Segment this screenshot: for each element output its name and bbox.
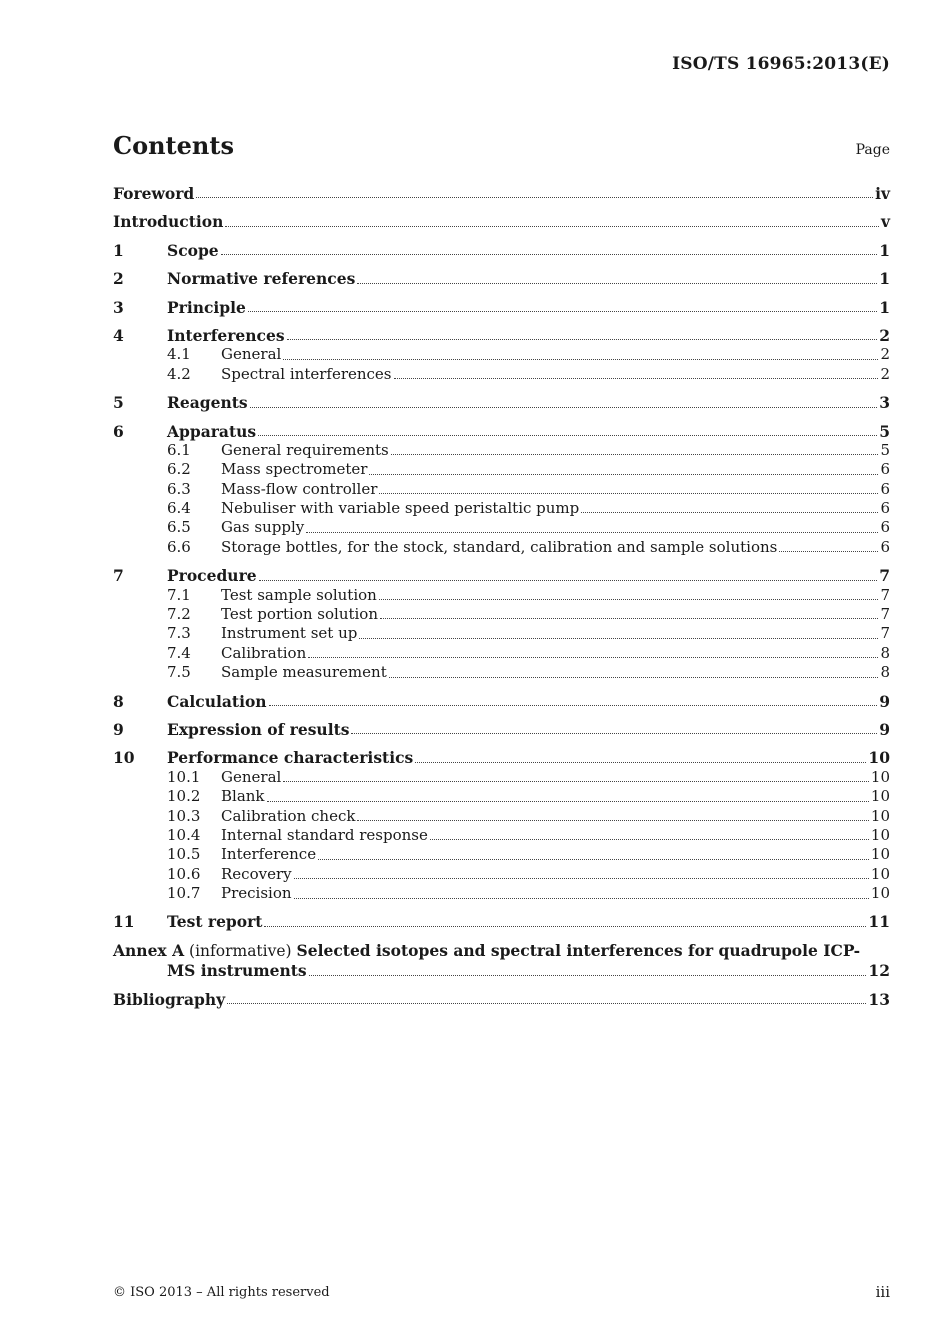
toc-entry[interactable]: [113, 184, 890, 203]
toc-entry-page: 10: [870, 884, 890, 903]
toc-entry-number: 10.4: [167, 825, 201, 844]
toc-entry-title: Expression of results: [167, 719, 350, 739]
annex-title-part1: Selected isotopes and spectral interferences for quadrupole ICP-: [296, 940, 861, 960]
toc-entry-page: 8: [880, 663, 890, 682]
table-of-contents: [113, 184, 890, 1009]
toc-entry-number: 7.5: [167, 663, 191, 682]
toc-entry-page: 8: [880, 643, 890, 662]
toc-entry-title: Apparatus: [167, 421, 257, 441]
dot-leader: [369, 473, 878, 475]
toc-entry-page: 10: [870, 806, 890, 825]
toc-entry-page: 2: [880, 345, 890, 364]
toc-entry-title: Principle: [167, 297, 246, 317]
toc-entry-title: Mass-flow controller: [221, 479, 378, 498]
toc-entry-number: 7.1: [167, 585, 191, 604]
toc-entries: [113, 184, 890, 932]
toc-entry-title: Bibliography: [113, 989, 226, 1009]
toc-entry-title: Calibration check: [221, 806, 356, 825]
toc-entry-title: Normative references: [167, 269, 356, 289]
dot-leader: [394, 377, 879, 379]
toc-entry-title: Blank: [221, 787, 265, 806]
toc-entry-number: 10.2: [167, 787, 201, 806]
toc-entry-page: 13: [868, 989, 890, 1009]
dot-leader: [415, 761, 866, 763]
toc-entry[interactable]: [113, 538, 890, 557]
toc-entry[interactable]: [113, 692, 890, 711]
toc-entry[interactable]: [113, 393, 890, 412]
toc-entry-number: 7: [113, 566, 124, 586]
toc-entry[interactable]: [113, 269, 890, 288]
dot-leader: [357, 819, 868, 821]
toc-entry-number: 5: [113, 393, 124, 413]
toc-entry-number: 7.4: [167, 643, 191, 662]
toc-entry[interactable]: [113, 624, 890, 643]
toc-entry[interactable]: [113, 518, 890, 537]
toc-entry-page: 10: [870, 787, 890, 806]
dot-leader: [581, 511, 878, 513]
toc-entry-page: 6: [880, 499, 890, 518]
toc-entry-title: Gas supply: [221, 518, 305, 537]
page-column-label: Page: [855, 142, 890, 158]
toc-entry-page: 6: [880, 479, 890, 498]
toc-entry-number: 2: [113, 269, 124, 289]
dot-leader: [283, 358, 878, 360]
toc-entry-title: Introduction: [113, 212, 224, 232]
toc-entry-title: Scope: [167, 240, 219, 260]
toc-entry[interactable]: [113, 605, 890, 624]
toc-entry[interactable]: [113, 807, 890, 826]
toc-entry-page: 7: [879, 566, 890, 586]
toc-entry[interactable]: [113, 441, 890, 460]
toc-entry-page: 10: [870, 825, 890, 844]
toc-entry[interactable]: [113, 365, 890, 384]
dot-leader: [227, 1002, 866, 1004]
dot-leader: [225, 225, 879, 227]
dot-leader: [294, 897, 869, 899]
toc-entry-title: Performance characteristics: [167, 748, 414, 768]
dot-leader: [306, 531, 878, 533]
toc-entry[interactable]: [113, 884, 890, 903]
toc-entry-number: 1: [113, 240, 124, 260]
dot-leader: [196, 196, 873, 198]
toc-entry-page: 11: [868, 912, 890, 932]
toc-entry-title: Reagents: [167, 393, 248, 413]
toc-entry-page: v: [880, 212, 890, 232]
toc-entry-number: 6.6: [167, 537, 191, 556]
dot-leader: [359, 637, 878, 639]
dot-leader: [351, 732, 877, 734]
toc-entry-title: Calculation: [167, 691, 267, 711]
toc-entry-page: 6: [880, 518, 890, 537]
dot-leader: [391, 453, 879, 455]
toc-entry-title: Test sample solution: [221, 585, 377, 604]
toc-entry-number: 9: [113, 719, 124, 739]
toc-entry[interactable]: [113, 845, 890, 864]
dot-leader: [357, 282, 877, 284]
toc-entry-number: 4: [113, 325, 124, 345]
annex-page-number: 12: [868, 961, 890, 981]
toc-entry[interactable]: [113, 644, 890, 663]
toc-entry[interactable]: [113, 422, 890, 441]
toc-entry-page: iv: [875, 183, 890, 203]
toc-entry-page: 7: [880, 624, 890, 643]
toc-entry-number: 6.4: [167, 499, 191, 518]
document-id: ISO/TS 16965:2013(E): [672, 54, 890, 74]
toc-entry[interactable]: [113, 460, 890, 479]
toc-entry-annex-a[interactable]: [113, 941, 890, 981]
dot-leader: [318, 858, 869, 860]
toc-entry-title: General requirements: [221, 440, 389, 459]
toc-entry[interactable]: [113, 748, 890, 767]
toc-entry-number: 7.2: [167, 605, 191, 624]
toc-entry-page: 6: [880, 537, 890, 556]
dot-leader: [250, 406, 878, 408]
toc-entry-title: Test portion solution: [221, 605, 379, 624]
toc-entry[interactable]: [113, 480, 890, 499]
toc-entry-title: Procedure: [167, 566, 257, 586]
toc-entry-title: Interferences: [167, 325, 285, 345]
dot-leader: [779, 550, 878, 552]
annex-title-line1: [113, 941, 890, 961]
annex-label: Annex A: [113, 940, 185, 960]
toc-entry-number: 10.6: [167, 864, 201, 883]
toc-entry-page: 9: [879, 691, 890, 711]
toc-entry-title: Nebuliser with variable speed peristaltic pump: [221, 499, 580, 518]
toc-entry[interactable]: [113, 566, 890, 585]
toc-entry-title: Recovery: [221, 864, 292, 883]
toc-entry-page: 2: [879, 325, 890, 345]
toc-entry-number: 6.1: [167, 440, 191, 459]
footer-copyright: © ISO 2013 – All rights reserved: [113, 1285, 330, 1300]
toc-entry-page: 10: [870, 845, 890, 864]
toc-entry-page: 5: [880, 440, 890, 459]
toc-entry-page: 5: [879, 421, 890, 441]
toc-entry[interactable]: [113, 865, 890, 884]
annex-info: (informative): [189, 941, 292, 960]
toc-entry-page: 10: [870, 864, 890, 883]
toc-entry-number: 10: [113, 748, 135, 768]
toc-entry-bibliography[interactable]: [113, 990, 890, 1009]
toc-entry-title: Instrument set up: [221, 624, 358, 643]
dot-leader: [258, 434, 877, 436]
toc-entry[interactable]: [113, 241, 890, 260]
toc-entry-number: 7.3: [167, 624, 191, 643]
toc-entry-page: 7: [880, 605, 890, 624]
toc-entry-page: 10: [868, 748, 890, 768]
footer-page-number: iii: [875, 1283, 890, 1301]
toc-entry-number: 10.3: [167, 806, 201, 825]
toc-entry[interactable]: [113, 663, 890, 682]
toc-entry[interactable]: [113, 720, 890, 739]
toc-entry-title: General: [221, 345, 282, 364]
toc-entry-title: Interference: [221, 845, 317, 864]
dot-leader: [248, 310, 877, 312]
dot-leader: [221, 253, 878, 255]
toc-entry-number: 8: [113, 691, 124, 711]
toc-entry[interactable]: [113, 499, 890, 518]
toc-entry[interactable]: [113, 586, 890, 605]
toc-entry-number: 4.1: [167, 345, 191, 364]
toc-entry-number: 6: [113, 421, 124, 441]
toc-entry-number: 11: [113, 912, 135, 932]
toc-entry[interactable]: [113, 298, 890, 317]
dot-leader: [269, 704, 878, 706]
dot-leader: [379, 492, 878, 494]
dot-leader: [259, 579, 878, 581]
toc-entry[interactable]: [113, 768, 890, 787]
toc-entry-page: 3: [879, 393, 890, 413]
toc-entry-title: General: [221, 767, 282, 786]
toc-entry-title: Precision: [221, 884, 292, 903]
dot-leader: [379, 598, 879, 600]
dot-leader: [308, 656, 878, 658]
toc-entry-page: 9: [879, 719, 890, 739]
toc-entry-page: 10: [870, 767, 890, 786]
toc-entry-page: 6: [880, 460, 890, 479]
toc-entry-page: 1: [879, 297, 890, 317]
dot-leader: [267, 800, 869, 802]
toc-entry-number: 6.2: [167, 460, 191, 479]
toc-entry[interactable]: [113, 212, 890, 231]
toc-entry[interactable]: [113, 345, 890, 364]
toc-entry[interactable]: [113, 826, 890, 845]
dot-leader: [430, 838, 869, 840]
contents-heading: Contents: [113, 131, 234, 160]
toc-entry-number: 6.5: [167, 518, 191, 537]
annex-title-line2: [113, 961, 890, 980]
dot-leader: [287, 338, 878, 340]
toc-entry-title: Spectral interferences: [221, 364, 392, 383]
toc-entry-page: 7: [880, 585, 890, 604]
toc-entry[interactable]: [113, 787, 890, 806]
toc-entry[interactable]: [113, 326, 890, 345]
toc-entry-title: Internal standard response: [221, 825, 428, 844]
dot-leader: [294, 877, 869, 879]
toc-entry-title: Test report: [167, 912, 263, 932]
dot-leader: [283, 780, 869, 782]
toc-entry-page: 1: [879, 240, 890, 260]
toc-entry-title: Sample measurement: [221, 663, 387, 682]
toc-entry-number: 10.5: [167, 845, 201, 864]
toc-entry-number: 4.2: [167, 364, 191, 383]
toc-entry-title: Calibration: [221, 643, 307, 662]
dot-leader: [389, 676, 879, 678]
toc-entry-number: 3: [113, 297, 124, 317]
dot-leader: [309, 974, 867, 976]
toc-entry-title: Mass spectrometer: [221, 460, 368, 479]
toc-entry-page: 2: [880, 364, 890, 383]
annex-title-part2: MS instruments: [167, 961, 307, 981]
toc-entry-number: 10.1: [167, 767, 201, 786]
toc-entry-title: Storage bottles, for the stock, standard, calibration and sample solutions: [221, 537, 778, 556]
dot-leader: [264, 925, 866, 927]
toc-entry[interactable]: [113, 913, 890, 932]
toc-entry-number: 6.3: [167, 479, 191, 498]
toc-entry-page: 1: [879, 269, 890, 289]
dot-leader: [380, 617, 878, 619]
toc-entry-title: Foreword: [113, 183, 195, 203]
toc-entry-number: 10.7: [167, 884, 201, 903]
